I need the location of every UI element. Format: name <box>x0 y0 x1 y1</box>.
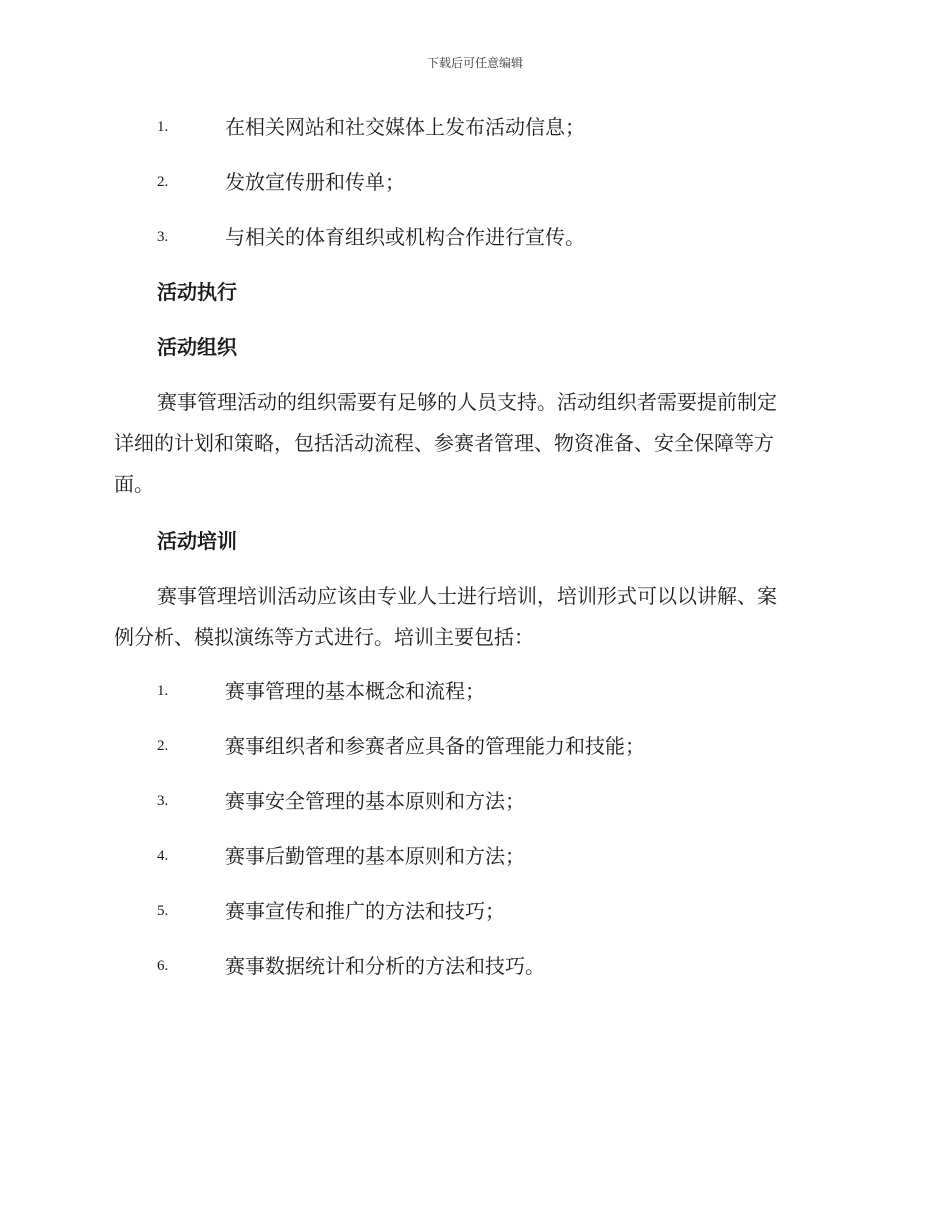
list-item <box>0 841 950 871</box>
paragraph-line: 赛事管理培训活动应该由专业人士进行培训，培训形式可以以讲解、案 <box>157 584 777 608</box>
list-item <box>0 222 950 252</box>
list-item <box>0 896 950 926</box>
list-number: 3. <box>157 793 169 809</box>
list-item <box>0 786 950 816</box>
list-number: 1. <box>157 683 169 699</box>
page-header: 下载后可任意编辑 <box>426 56 523 70</box>
list-text: 赛事后勤管理的基本原则和方法； <box>225 844 525 868</box>
heading-organization: 活动组织 <box>157 335 237 359</box>
paragraph-line: 面。 <box>114 472 154 496</box>
list-text: 赛事宣传和推广的方法和技巧； <box>225 899 505 923</box>
list-number: 3. <box>157 229 169 245</box>
list-text: 赛事管理的基本概念和流程； <box>225 679 485 703</box>
list-number: 5. <box>157 903 169 919</box>
list-text: 与相关的体育组织或机构合作进行宣传。 <box>225 225 585 249</box>
list-text: 赛事安全管理的基本原则和方法； <box>225 789 525 813</box>
list-item <box>0 112 950 142</box>
list-item <box>0 676 950 706</box>
list-text: 在相关网站和社交媒体上发布活动信息； <box>225 115 585 139</box>
paragraph-training <box>114 576 834 658</box>
list-item <box>0 167 950 197</box>
list-number: 2. <box>157 738 169 754</box>
paragraph-line: 详细的计划和策略，包括活动流程、参赛者管理、物资准备、安全保障等方 <box>114 431 774 455</box>
paragraph-organization <box>114 382 834 505</box>
list-number: 6. <box>157 958 169 974</box>
paragraph-line: 例分析、模拟演练等方式进行。培训主要包括： <box>114 625 534 649</box>
list-number: 2. <box>157 174 169 190</box>
list-item <box>0 731 950 761</box>
list-text: 发放宣传册和传单； <box>225 170 405 194</box>
heading-training: 活动培训 <box>157 529 237 553</box>
heading-execution: 活动执行 <box>157 280 237 304</box>
list-item <box>0 951 950 981</box>
list-text: 赛事组织者和参赛者应具备的管理能力和技能； <box>225 734 645 758</box>
list-number: 1. <box>157 119 169 135</box>
list-text: 赛事数据统计和分析的方法和技巧。 <box>225 954 545 978</box>
list-number: 4. <box>157 848 169 864</box>
paragraph-line: 赛事管理活动的组织需要有足够的人员支持。活动组织者需要提前制定 <box>157 390 777 414</box>
